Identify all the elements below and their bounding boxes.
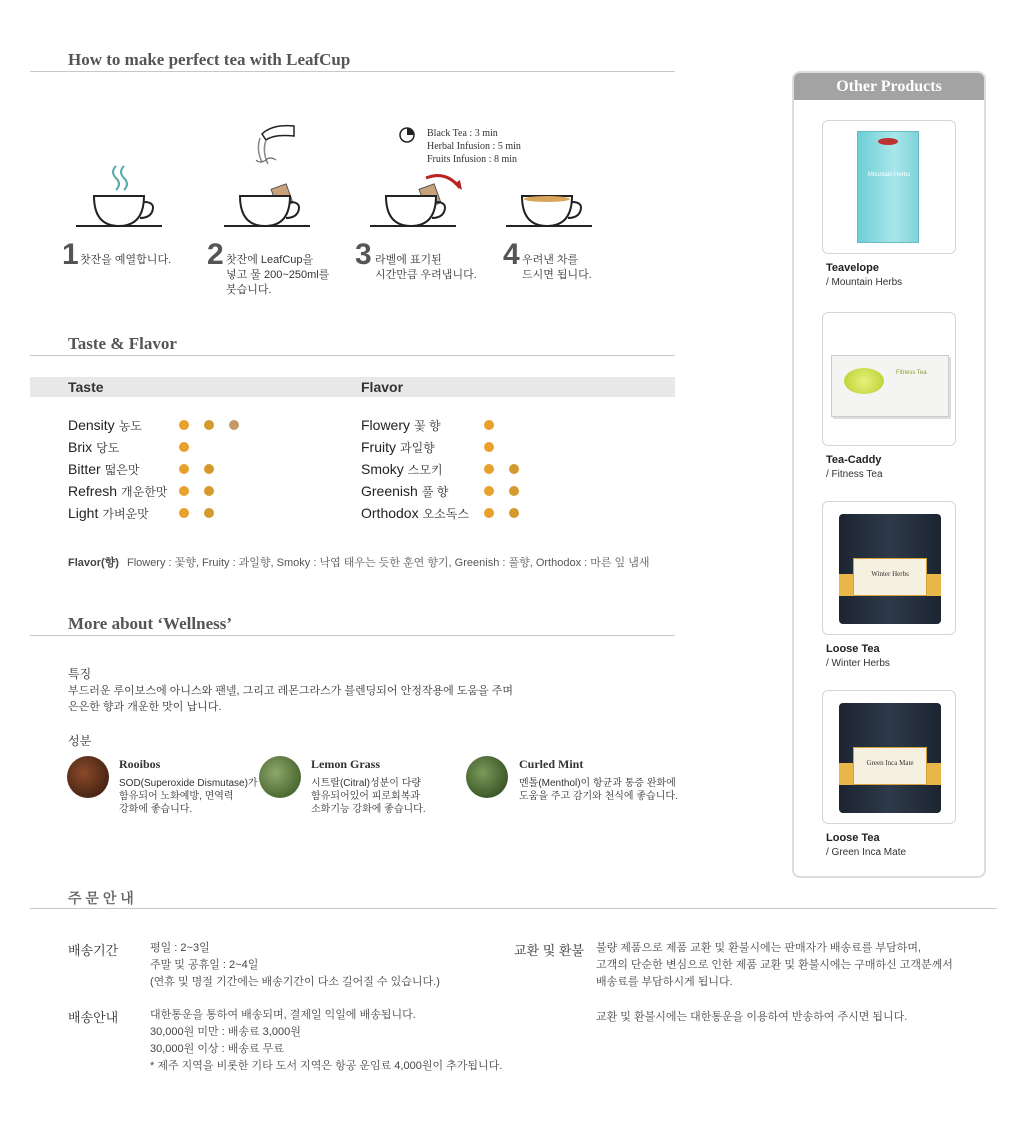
ingredient-desc: 시트랄(Citral)성분이 다량 함유되어있어 피로회복과 소화기능 강화에 좋습니다. <box>311 778 426 815</box>
level-dot <box>509 508 519 518</box>
row-label-en: Brix <box>68 439 93 455</box>
row-label-ko: 개운한맛 <box>121 485 168 499</box>
row-label-en: Density <box>68 417 115 433</box>
row-label-en: Refresh <box>68 483 118 499</box>
row-label-ko: 과일향 <box>400 441 435 455</box>
step-4-text: 우려낸 차를 드시면 됩니다. <box>522 254 592 281</box>
flavor-header: Flavor <box>361 379 404 395</box>
product-image-tea-caddy[interactable] <box>822 312 956 446</box>
taste-row-label <box>68 483 167 500</box>
taste-row-label <box>68 439 119 456</box>
flavor-note-text: Flowery : 꽃향, Fruity : 과일향, Smoky : 낙엽 태우는 듯한 훈연 향기, Greenish : 풀향, Orthodox : 마른 잎 냄새 <box>126 557 650 569</box>
product-box-label: Fitness Tea <box>896 370 927 376</box>
level-dot <box>484 442 494 452</box>
ingredient-name: Curled Mint <box>519 757 584 771</box>
product-box-label: Winter Herbs <box>871 570 909 578</box>
order-title: 주 문 안 내 <box>68 890 134 906</box>
wellness-title: More about ‘Wellness’ <box>68 614 233 633</box>
delivery-info-text: 대한통운을 통하여 배송되며, 결제일 익일에 배송됩니다. 30,000원 미만 : 배송료 3,000원 30,000원 이상 : 배송료 무료 * 제주 지역을 비롯한 기타 도서 지역은 항공 운임료 4,000원이 추가됩니다. <box>150 1009 503 1072</box>
flavor-row-label <box>361 439 435 456</box>
flavor-note <box>68 554 650 570</box>
step-3-text: 라벨에 표기된 시간만큼 우려냅니다. <box>375 254 477 281</box>
level-dot <box>509 486 519 496</box>
ingredient-label: 성분 <box>68 734 92 748</box>
ingredient-desc: 멘톨(Menthol)이 항균과 통증 완화에 도움을 주고 감기와 천식에 좋습니다. <box>519 778 678 802</box>
flavor-row-label <box>361 483 448 500</box>
product-image-teavelope[interactable] <box>822 120 956 254</box>
delivery-period-text: 평일 : 2~3일 주말 및 공휴일 : 2~4일 (연휴 및 명절 기간에는 배송기간이 다소 길어질 수 있습니다.) <box>150 942 440 988</box>
wellness-rule <box>30 635 675 636</box>
step-2-text: 찻잔에 LeafCup을 넣고 물 200~250ml를 붓습니다. <box>226 254 330 296</box>
delivery-info-label: 배송안내 <box>68 1010 119 1025</box>
row-label-en: Smoky <box>361 461 404 477</box>
taste-header: Taste <box>68 379 104 395</box>
taste-row-label <box>68 461 139 478</box>
lemon-grass-image <box>259 756 301 798</box>
taste-table-header <box>30 377 675 397</box>
other-products-panel <box>792 71 986 878</box>
row-label-ko: 떫은맛 <box>104 463 140 477</box>
order-rule <box>30 908 997 909</box>
step-1-number: 1 <box>62 238 79 271</box>
rooibos-image <box>67 756 109 798</box>
ingredient-desc: SOD(Superoxide Dismutase)가 함유되어 노화예방, 면역력 강화에 좋습니다. <box>119 778 258 815</box>
step-2-number: 2 <box>207 238 224 271</box>
product-sub[interactable]: / Mountain Herbs <box>826 277 903 288</box>
product-image-green-inca-mate[interactable] <box>822 690 956 824</box>
level-dot <box>229 420 239 430</box>
delivery-period-label: 배송기간 <box>68 943 119 958</box>
timer-icon <box>398 126 416 144</box>
exchange-text-2: 교환 및 환불시에는 대한통운을 이용하여 반송하여 주시면 됩니다. <box>596 1011 908 1023</box>
other-products-title: Other Products <box>794 73 984 100</box>
cup-tea-icon <box>504 188 596 232</box>
row-label-en: Bitter <box>68 461 101 477</box>
cup-steam-icon <box>74 160 166 232</box>
product-sub[interactable]: / Green Inca Mate <box>826 847 907 858</box>
taste-row-label <box>68 417 142 434</box>
step-4-number: 4 <box>503 238 520 271</box>
row-label-ko: 농도 <box>118 419 142 433</box>
row-label-ko: 오소독스 <box>422 507 469 521</box>
step-1-text: 찻잔을 예열합니다. <box>80 254 172 266</box>
product-sub[interactable]: / Winter Herbs <box>826 658 890 669</box>
row-label-ko: 꽃 향 <box>414 419 441 433</box>
product-name[interactable]: Teavelope <box>826 262 879 274</box>
level-dot <box>484 486 494 496</box>
flavor-row-label <box>361 417 441 434</box>
cup-leafcup-icon <box>368 166 468 232</box>
howto-title: How to make perfect tea with LeafCup <box>68 50 351 69</box>
level-dot <box>179 464 189 474</box>
curled-mint-image <box>466 756 508 798</box>
product-image-winter-herbs[interactable] <box>822 501 956 635</box>
row-label-en: Fruity <box>361 439 396 455</box>
howto-rule <box>30 71 675 72</box>
flavor-note-label: Flavor(향) <box>68 557 119 569</box>
level-dot <box>204 420 214 430</box>
product-sub[interactable]: / Fitness Tea <box>826 469 883 480</box>
level-dot <box>509 464 519 474</box>
flavor-row-label <box>361 505 469 522</box>
row-label-en: Flowery <box>361 417 411 433</box>
product-name[interactable]: Loose Tea <box>826 643 880 655</box>
taste-rule <box>30 355 675 356</box>
level-dot <box>484 420 494 430</box>
ingredient-name: Rooibos <box>119 757 161 771</box>
level-dot <box>179 508 189 518</box>
exchange-text: 불량 제품으로 제품 교환 및 환불시에는 판매자가 배송료를 부담하며, 고객의 단순한 변심으로 인한 제품 교환 및 환불시에는 구매하신 고객분께서 배송료를 부담하시게 됩니다. <box>596 942 953 988</box>
row-label-en: Orthodox <box>361 505 419 521</box>
product-name[interactable]: Loose Tea <box>826 832 880 844</box>
level-dot <box>484 508 494 518</box>
product-name[interactable]: Tea-Caddy <box>826 454 882 466</box>
level-dot <box>179 420 189 430</box>
level-dot <box>204 486 214 496</box>
steep-times: Black Tea : 3 min Herbal Infusion : 5 min Fruits Infusion : 8 min <box>427 128 521 165</box>
row-label-ko: 가벼운맛 <box>102 507 149 521</box>
product-box-label: Green Inca Mate <box>866 759 914 767</box>
row-label-ko: 당도 <box>96 441 120 455</box>
level-dot <box>484 464 494 474</box>
exchange-label: 교환 및 환불 <box>514 943 585 958</box>
level-dot <box>179 442 189 452</box>
step-3-number: 3 <box>355 238 372 271</box>
row-label-ko: 풀 향 <box>421 485 449 499</box>
row-label-en: Greenish <box>361 483 418 499</box>
feature-label: 특징 <box>68 667 92 681</box>
ingredient-name: Lemon Grass <box>311 757 380 771</box>
level-dot <box>204 508 214 518</box>
row-label-en: Light <box>68 505 99 521</box>
feature-text: 부드러운 루이보스에 아니스와 팬넬, 그리고 레몬그라스가 블렌딩되어 안정작용에 도움을 주며 은은한 향과 개운한 맛이 납니다. <box>68 685 513 713</box>
level-dot <box>204 464 214 474</box>
product-box-label: Mountain Herbs <box>867 172 911 178</box>
level-dot <box>179 486 189 496</box>
flavor-row-label <box>361 461 443 478</box>
taste-row-label <box>68 505 149 522</box>
kettle-pour-icon <box>222 112 314 232</box>
taste-title: Taste & Flavor <box>68 334 177 353</box>
row-label-ko: 스모키 <box>407 463 443 477</box>
